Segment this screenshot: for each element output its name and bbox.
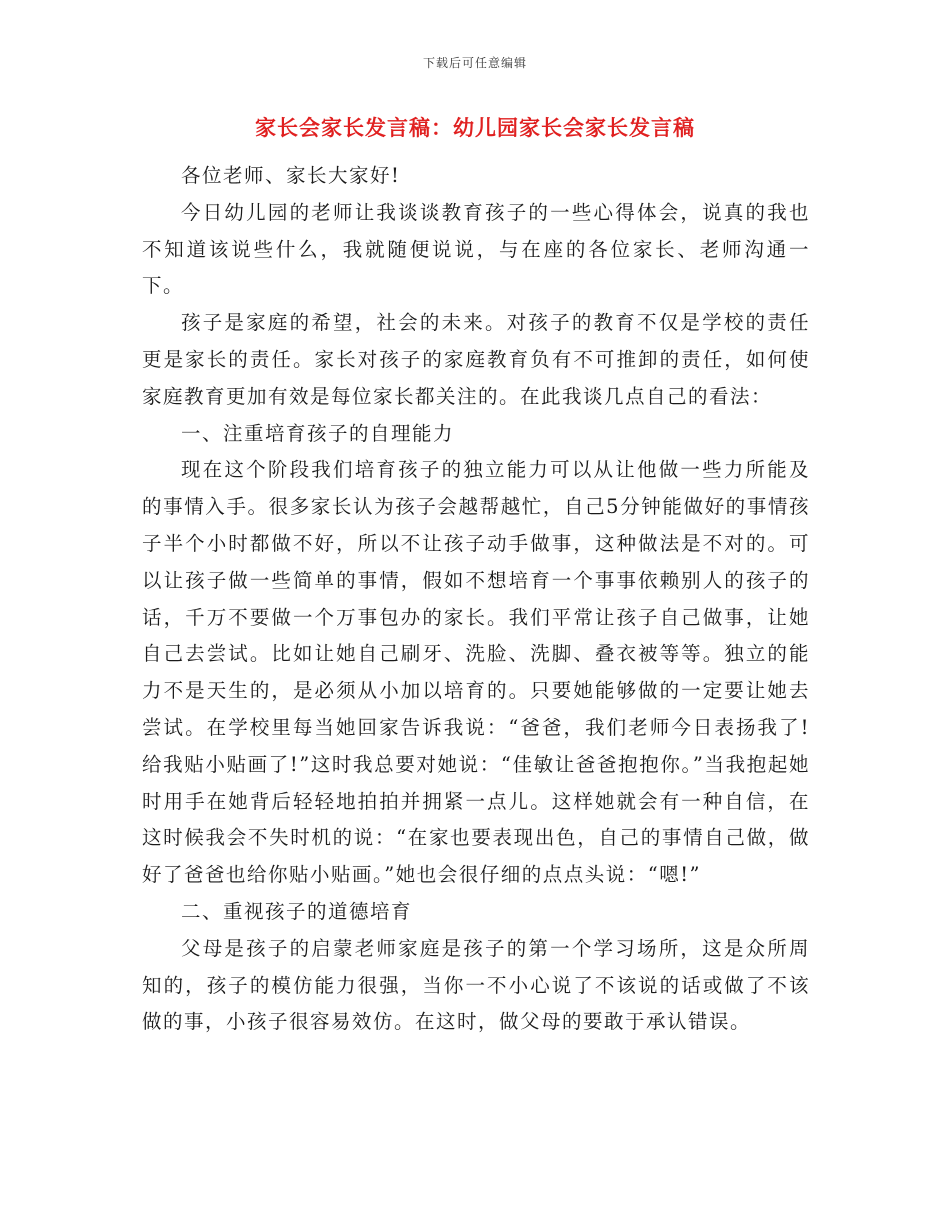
header-note: 下载后可任意编辑 — [422, 56, 527, 70]
section-heading: 二、重视孩子的道德培育 — [181, 899, 413, 923]
body-paragraph: 父母是孩子的启蒙老师家庭是孩子的第一个学习场所，这是众所周知的，孩子的模仿能力很强，当你一不小心说了不该说的话或做了不该做的事，小孩子很容易效仿。在这时，做父母的要敢于承认错误。 — [142, 936, 810, 1034]
document-body — [142, 158, 810, 1041]
body-paragraph: 现在这个阶段我们培育孩子的独立能力可以从让他做一些力所能及的事情入手。很多家长认为孩子会越帮越忙，自己5分钟能做好的事情孩子半个小时都做不好，所以不让孩子动手做事，这种做法是不对的。可以让孩子做一些简单的事情，假如不想培育一个事事依赖别人的孩子的话，千万不要做一个万事包办的家长。我们平常让孩子自己做事，让她自己去尝试。比如让她自己刷牙、洗脸、洗脚、叠衣被等等。独立的能力不是天生的，是必须从小加以培育的。只要她能够做的一定要让她去尝试。在学校里每当她回家告诉我说：“爸爸，我们老师今日表扬我了!给我贴小贴画了!”这时我总要对她说：“佳敏让爸爸抱抱你。”当我抱起她时用手在她背后轻轻地拍拍并拥紧一点儿。这样她就会有一种自信，在这时候我会不失时机的说：“在家也要表现出色，自己的事情自己做，做好了爸爸也给你贴小贴画。”她也会很仔细的点点头说：“嗯!” — [142, 458, 810, 887]
body-paragraph: 孩子是家庭的希望，社会的未来。对孩子的教育不仅是学校的责任更是家长的责任。家长对孩子的家庭教育负有不可推卸的责任，如何使家庭教育更加有效是每位家长都关注的。在此我谈几点自己的看法： — [142, 311, 810, 408]
document-title: 家长会家长发言稿：幼儿园家长会家长发言稿 — [255, 115, 695, 140]
body-paragraph: 今日幼儿园的老师让我谈谈教育孩子的一些心得体会，说真的我也不知道该说些什么，我就随便说说，与在座的各位家长、老师沟通一下。 — [142, 200, 810, 298]
greeting-paragraph: 各位老师、家长大家好! — [181, 164, 401, 187]
section-heading: 一、注重培育孩子的自理能力 — [181, 421, 455, 445]
